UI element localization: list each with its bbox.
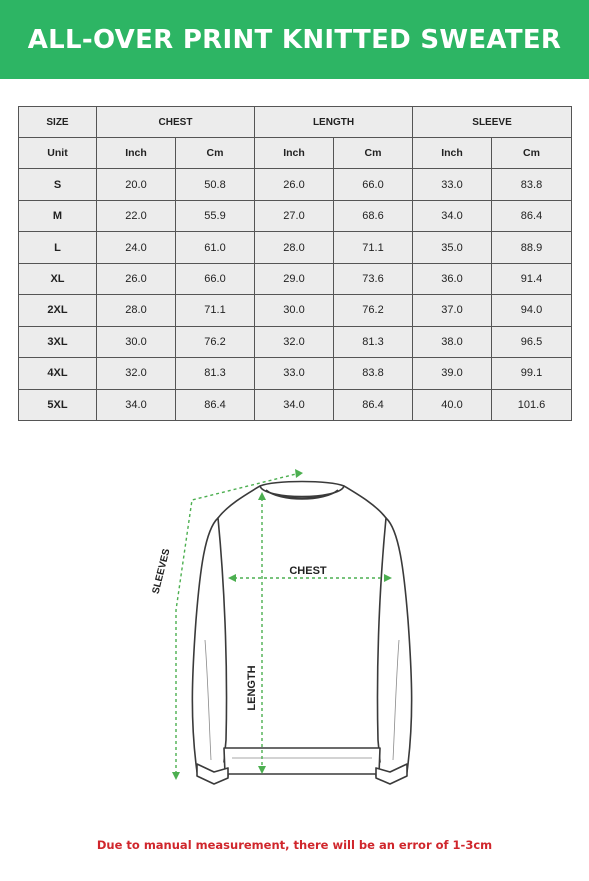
- length-cm-cell: 68.6: [334, 200, 413, 231]
- sleeve-cm-cell: 86.4: [492, 200, 572, 231]
- sleeve-cm-cell: 96.5: [492, 326, 572, 357]
- size-cell: XL: [19, 263, 97, 294]
- table-row: [19, 295, 572, 326]
- chest-label: CHEST: [289, 565, 327, 577]
- sleeves-label: SLEEVES: [150, 547, 173, 596]
- sleeve-inch-cell: 33.0: [413, 169, 492, 200]
- sweater-diagram: [0, 440, 589, 810]
- table-row: [19, 200, 572, 231]
- length-cm-cell: 66.0: [334, 169, 413, 200]
- sleeves-arrow-head-bottom: [172, 772, 180, 780]
- size-cell: 5XL: [19, 389, 97, 421]
- chest-cm-cell: 55.9: [176, 200, 255, 231]
- page-title: ALL-OVER PRINT KNITTED SWEATER: [27, 24, 562, 55]
- size-cell: 2XL: [19, 295, 97, 326]
- length-inch-cell: 29.0: [255, 263, 334, 294]
- length-inch-cell: 33.0: [255, 358, 334, 389]
- header-size: SIZE: [19, 107, 97, 138]
- header-chest: CHEST: [97, 107, 255, 138]
- chest-cm-cell: 86.4: [176, 389, 255, 421]
- size-cell: 4XL: [19, 358, 97, 389]
- chest-inch-cell: 28.0: [97, 295, 176, 326]
- size-cell: S: [19, 169, 97, 200]
- chest-cm-cell: 76.2: [176, 326, 255, 357]
- header-length: LENGTH: [255, 107, 413, 138]
- sleeve-cm-cell: 94.0: [492, 295, 572, 326]
- sleeve-inch-cell: 36.0: [413, 263, 492, 294]
- sleeve-inch-cell: 40.0: [413, 389, 492, 421]
- unit-sleeve-inch: Inch: [413, 138, 492, 169]
- chest-cm-cell: 66.0: [176, 263, 255, 294]
- chest-inch-cell: 34.0: [97, 389, 176, 421]
- sleeve-inch-cell: 34.0: [413, 200, 492, 231]
- header-banner: [0, 0, 589, 79]
- length-inch-cell: 28.0: [255, 232, 334, 263]
- chest-cm-cell: 50.8: [176, 169, 255, 200]
- chest-inch-cell: 20.0: [97, 169, 176, 200]
- chest-inch-cell: 26.0: [97, 263, 176, 294]
- size-cell: L: [19, 232, 97, 263]
- length-inch-cell: 27.0: [255, 200, 334, 231]
- measurement-note: Due to manual measurement, there will be an error of 1-3cm: [96, 838, 493, 852]
- chest-inch-cell: 24.0: [97, 232, 176, 263]
- size-chart-table: [18, 106, 572, 421]
- unit-length-cm: Cm: [334, 138, 413, 169]
- length-inch-cell: 32.0: [255, 326, 334, 357]
- sleeve-cm-cell: 99.1: [492, 358, 572, 389]
- sleeve-cm-cell: 101.6: [492, 389, 572, 421]
- sleeve-cm-cell: 88.9: [492, 232, 572, 263]
- length-cm-cell: 81.3: [334, 326, 413, 357]
- length-cm-cell: 71.1: [334, 232, 413, 263]
- unit-length-inch: Inch: [255, 138, 334, 169]
- sleeve-inch-cell: 38.0: [413, 326, 492, 357]
- length-label: LENGTH: [246, 665, 258, 711]
- chest-inch-cell: 32.0: [97, 358, 176, 389]
- unit-chest-cm: Cm: [176, 138, 255, 169]
- length-cm-cell: 83.8: [334, 358, 413, 389]
- table-row: [19, 232, 572, 263]
- length-inch-cell: 26.0: [255, 169, 334, 200]
- sleeve-cm-cell: 91.4: [492, 263, 572, 294]
- chest-inch-cell: 30.0: [97, 326, 176, 357]
- sleeves-arrow-head-top: [295, 469, 303, 478]
- length-cm-cell: 76.2: [334, 295, 413, 326]
- table-row: [19, 389, 572, 421]
- chest-cm-cell: 71.1: [176, 295, 255, 326]
- length-cm-cell: 73.6: [334, 263, 413, 294]
- length-inch-cell: 34.0: [255, 389, 334, 421]
- table-unit-row: [19, 138, 572, 169]
- table-row: [19, 263, 572, 294]
- table-row: [19, 358, 572, 389]
- header-sleeve: SLEEVE: [413, 107, 572, 138]
- size-cell: 3XL: [19, 326, 97, 357]
- sleeve-inch-cell: 37.0: [413, 295, 492, 326]
- table-row: [19, 169, 572, 200]
- chest-cm-cell: 81.3: [176, 358, 255, 389]
- unit-label: Unit: [19, 138, 97, 169]
- sleeve-inch-cell: 39.0: [413, 358, 492, 389]
- sleeve-inch-cell: 35.0: [413, 232, 492, 263]
- sleeve-cm-cell: 83.8: [492, 169, 572, 200]
- chest-inch-cell: 22.0: [97, 200, 176, 231]
- chest-cm-cell: 61.0: [176, 232, 255, 263]
- size-cell: M: [19, 200, 97, 231]
- table-row: [19, 326, 572, 357]
- length-cm-cell: 86.4: [334, 389, 413, 421]
- table-group-header-row: [19, 107, 572, 138]
- unit-chest-inch: Inch: [97, 138, 176, 169]
- unit-sleeve-cm: Cm: [492, 138, 572, 169]
- sweater-outline-icon: [192, 482, 411, 785]
- length-inch-cell: 30.0: [255, 295, 334, 326]
